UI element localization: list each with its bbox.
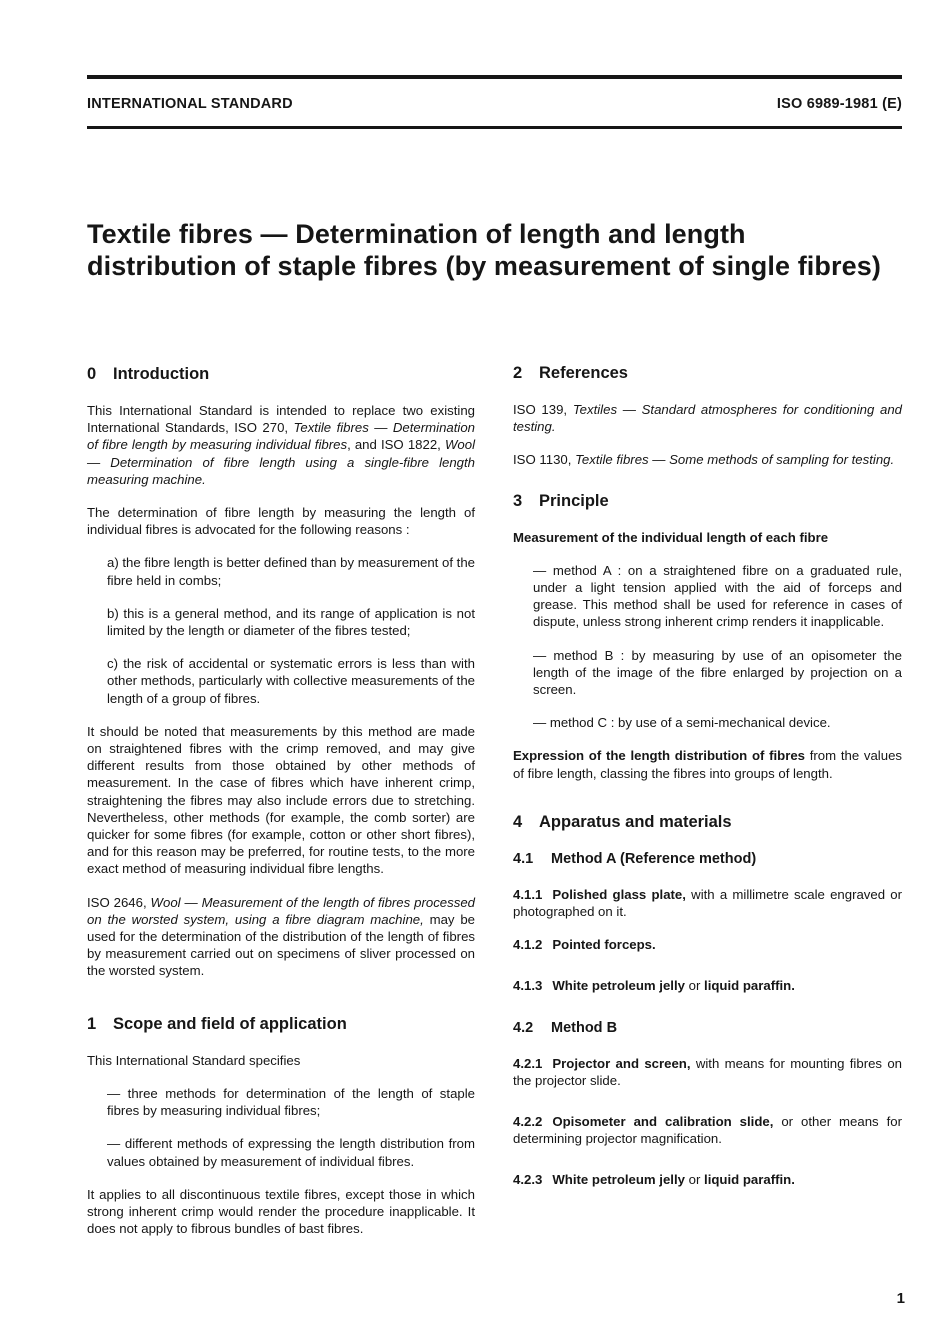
reference-item: ISO 139, Textiles — Standard atmospheres for conditioning and testing. bbox=[513, 402, 903, 435]
section-title: Introduction bbox=[113, 365, 210, 383]
list-item: c) the risk of accidental or systematic errors is less than with other methods, particularly with collective measurements of the length of a group of fibres. bbox=[107, 656, 475, 706]
subsection-title: Method B bbox=[551, 1019, 618, 1036]
clause-item: 4.2.1 Projector and screen, with means for mounting fibres on the projector slide. bbox=[513, 1055, 903, 1088]
section-title: Scope and field of application bbox=[113, 1014, 347, 1033]
right-column bbox=[513, 363, 902, 1205]
paragraph: It applies to all discontinuous textile fibres, except those in which strong inherent crimp would render the procedure inapplicable. It does not apply to fibrous bundles of bast fibres. bbox=[87, 1186, 475, 1237]
clause-item: 4.1.1 Polished glass plate, with a millimetre scale engraved or photographed on it. bbox=[513, 886, 903, 920]
section-heading bbox=[513, 363, 902, 383]
paragraph: ISO 2646, Wool — Measurement of the length of fibres processed on the worsted system, using a fibre diagram machine, may be used for the determination of the distribution of the length of fibres by measurement carried out on specimens of sliver processed on the worsted system. bbox=[87, 894, 475, 979]
section-title: References bbox=[539, 364, 628, 382]
page-number: 1 bbox=[896, 1290, 905, 1307]
paragraph: Expression of the length distribution of fibres from the values of fibre length, classing the fibres into groups of length. bbox=[513, 748, 902, 781]
paragraph: This International Standard is intended to replace two existing International Standards, ISO 270, Textile fibres — Determination of fibre length by measuring individual fibres, and ISO 1822, Wool — Determination of fibre length using a single-fibre length measuring machine. bbox=[87, 403, 475, 487]
header-bottom-rule bbox=[87, 126, 902, 129]
section-heading bbox=[513, 812, 902, 832]
subsection-heading bbox=[513, 850, 902, 868]
reference-item: ISO 1130, Textile fibres — Some methods of sampling for testing. bbox=[513, 452, 895, 468]
clause-item: 4.1.2 Pointed forceps. bbox=[513, 937, 656, 953]
list-item: — method C : by use of a semi-mechanical device. bbox=[533, 715, 831, 731]
subsection-heading bbox=[513, 1019, 902, 1037]
section-heading bbox=[87, 1014, 475, 1034]
document-title: Textile fibres — Determination of length and length distribution of staple fibres (by measurement of single fibres) bbox=[87, 219, 881, 281]
subsection-number: 4.2 bbox=[513, 1019, 534, 1036]
header-top-rule bbox=[87, 75, 902, 79]
list-item: — method A : on a straightened fibre on a graduated rule, under a light tension applied with the aid of forceps and grease. This method shall be used for reference in cases of dispute, unless strong inherent crimp renders it inapplicable. bbox=[533, 562, 902, 630]
section-number: 4 bbox=[513, 812, 523, 831]
paragraph: It should be noted that measurements by this method are made on straightened fibres with the crimp removed, and may give different results from those obtained by other methods of measurement. In the case of fibres which have inherent crimp, straightening the fibres may also include errors due to stretching. Nevertheless, other methods (for example, the comb sorter) are quicker for some fibres (for example, cotton or other short fibres), and for this reason may be preferred, for routine tests, to the more exact method of measuring individual fibre lengths. bbox=[87, 723, 475, 877]
list-item: b) this is a general method, and its range of application is not limited by the length or diameter of the fibres tested; bbox=[107, 605, 475, 639]
subsection-title: Method A (Reference method) bbox=[551, 850, 757, 867]
subsection-number: 4.1 bbox=[513, 850, 534, 867]
section-title: Principle bbox=[539, 491, 609, 510]
section-number: 0 bbox=[87, 365, 97, 383]
left-column bbox=[87, 364, 475, 1253]
section-scope bbox=[87, 1014, 475, 1238]
paragraph: This International Standard specifies bbox=[87, 1052, 301, 1068]
section-introduction bbox=[87, 364, 475, 980]
standard-number: ISO 6989-1981 (E) bbox=[776, 96, 902, 112]
list-item: a) the fibre length is better defined than by measurement of the fibre held in combs; bbox=[107, 555, 476, 588]
section-number: 2 bbox=[513, 364, 523, 382]
list-item: — method B : by measuring by use of an opisometer the length of the image of the fibre enlarged by projection on a screen. bbox=[533, 647, 902, 698]
list-item: — three methods for determination of the length of staple fibres by measuring individual fibres; bbox=[107, 1085, 475, 1119]
document-type: INTERNATIONAL STANDARD bbox=[87, 96, 293, 112]
section-heading bbox=[513, 491, 902, 511]
section-number: 3 bbox=[513, 491, 523, 510]
subheading: Measurement of the individual length of each fibre bbox=[513, 529, 829, 545]
section-number: 1 bbox=[87, 1014, 97, 1033]
list-item: — different methods of expressing the length distribution from values obtained by measurement of individual fibres. bbox=[107, 1136, 475, 1169]
clause-item: 4.2.2 Opisometer and calibration slide, or other means for determining projector magnification. bbox=[513, 1114, 902, 1147]
paragraph: The determination of fibre length by measuring the length of individual fibres is advocated for the following reasons : bbox=[87, 505, 475, 538]
clause-item: 4.2.3 White petroleum jelly or liquid paraffin. bbox=[513, 1172, 795, 1188]
clause-item: 4.1.3 White petroleum jelly or liquid paraffin. bbox=[513, 978, 795, 994]
section-principle bbox=[513, 491, 902, 782]
section-title: Apparatus and materials bbox=[539, 812, 732, 831]
section-references bbox=[513, 363, 902, 469]
section-heading bbox=[87, 364, 475, 384]
section-apparatus bbox=[513, 812, 902, 1189]
